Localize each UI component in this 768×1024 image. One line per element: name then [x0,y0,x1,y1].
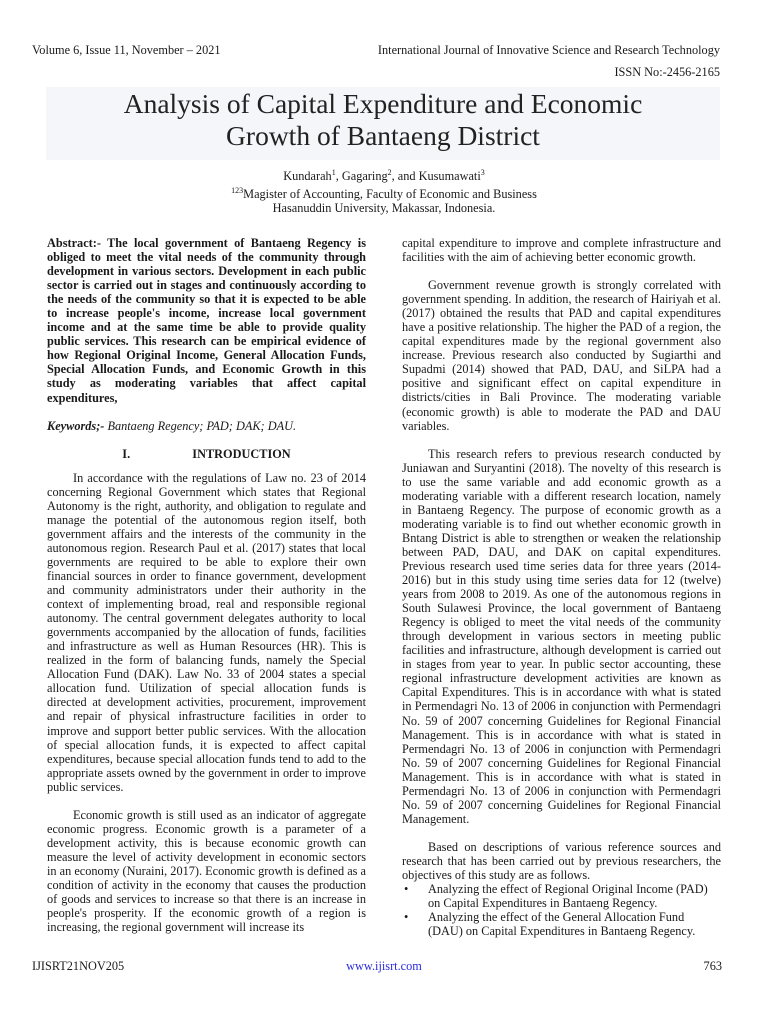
author-list [0,166,768,184]
paragraph: Economic growth is still used as an indicator of aggregate economic progress. Economic growth is a parameter of a development activity, this is because economic growth can measure the level of activity development in economic sectors in an economy (Nuraini, 2017). Economic growth is defined as a condition of activity in the economy that causes the production of goods and services to increase so that there is an increase in people's prosperity. If the economic growth of a region is increasing, the regional government will increase its [47,807,366,935]
website-link[interactable]: www.ijisrt.com [346,959,422,973]
title-line-1: Analysis of Capital Expenditure and Economic [123,88,643,119]
section-heading-introduction [47,447,366,461]
footer-website [0,959,768,974]
abstract: Abstract:- The local government of Bantaeng Regency is obliged to meet the vital needs of the community through development in various sectors. Development in each public sector is carried out in stages and continuously according to the needs of the community so that it is expected to be able to increase people's income, increase local government income and at the same time be able to provide quality public services. This research can be empirical evidence of how Regional Original Income, General Allocation Funds, Special Allocation Funds, and Economic Growth in this study as moderating variables that affect capital expenditures, [47,236,366,405]
paragraph: Government revenue growth is strongly correlated with government spending. In addition, the research of Hairiyah et al. (2017) obtained the results that PAD and capital expenditures have a positive relationship. The higher the PAD of a region, the capital expenditures made by the regional government also increase. Previous research also conducted by Sugiarthi and Supadmi (2014) showed that PAD, DAU, and SiLPA had a positive and significant effect on capital expenditure in districts/cities in Bali Province. The moderating variable (economic growth) is able to moderate the PAD and DAU variables. [402,278,721,433]
section-title: INTRODUCTION [192,446,291,461]
volume-info: Volume 6, Issue 11, November – 2021 [32,43,221,57]
author-name: Gagaring [341,169,388,184]
author-name: Kusumawati [418,169,481,184]
paragraph: capital expenditure to improve and complete infrastructure and facilities with the aim of achieving better economic growth. [402,236,721,265]
author-name: Kundarah [283,169,332,184]
issn: ISSN No:-2456-2165 [614,65,720,79]
right-column [402,236,721,938]
list-item-text: Analyzing the effect of the General Allocation Fund (DAU) on Capital Expenditures in Bantaeng Regency. [428,910,696,939]
objectives-list [402,882,721,938]
author-separator: , and [391,169,419,184]
author-separator: , [335,169,342,184]
author-block [0,166,768,216]
author-affil-mark: 3 [480,168,485,177]
bullet-icon: • [404,882,409,897]
affiliation-text: Magister of Accounting, Faculty of Economic and Business [243,186,537,201]
author-affil-mark: 2 [387,168,392,177]
paper-title [46,88,720,152]
keywords-label: Keywords;- [47,418,108,433]
affiliation-line-1 [0,184,768,202]
list-item [402,910,721,938]
section-number: I. [122,446,131,461]
bullet-icon: • [404,910,409,925]
paper-code: IJISRT21NOV205 [32,959,125,973]
list-item-text: Analyzing the effect of Regional Original Income (PAD) on Capital Expenditures in Bantaeng Regency. [428,882,708,911]
journal-name: International Journal of Innovative Science and Research Technology [377,43,720,57]
left-column [47,236,366,948]
affiliation-line-2: Hasanuddin University, Makassar, Indonesia. [272,201,496,216]
author-affil-mark: 1 [331,168,336,177]
keywords-text: Bantaeng Regency; PAD; DAK; DAU. [107,418,297,433]
list-item [402,882,721,910]
paragraph: This research refers to previous research conducted by Juniawan and Suryantini (2018). The novelty of this research is to use the same variable and add economic growth as a moderating variable with a different research location, namely in Bantaeng Regency. The purpose of economic growth as a moderating variable is to find out whether economic growth in Bntang District is able to strengthen or weaken the relationship between PAD, DAU, and DAK on capital expenditures. Previous research used time series data for three years (2014-2016) but in this study using time series data for 12 (twelve) years from 2008 to 2019. As one of the autonomous regions in South Sulawesi Province, the local government of Bantaeng Regency is obliged to meet the vital needs of the community through development in various sectors in meeting public facilities and infrastructure, although development is carried out in stages from year to year. In public sector accounting, these regional infrastructure development activities are known as Capital Expenditures. This is in accordance with what is stated in Permendagri No. 13 of 2006 in conjunction with Permendagri No. 59 of 2007 concerning Guidelines for Regional Financial Management. This is in accordance with what is stated in Permendagri No. 13 of 2006 in conjunction with Permendagri No. 59 of 2007 concerning Guidelines for Regional Financial Management. This is in accordance with what is stated in Permendagri No. 13 of 2006 in conjunction with Permendagri No. 59 of 2007 concerning Guidelines for Regional Financial Management. [402,446,721,826]
affiliation-mark: 123 [231,185,244,195]
paragraph: In accordance with the regulations of Law no. 23 of 2014 concerning Regional Government which states that Regional Autonomy is the right, authority, and obligation to regulate and manage the potential of the autonomous region itself, both government affairs and the interests of the community in the autonomous region. Research Paul et al. (2017) states that local governments are required to be able to explore their own financial sources in order to finance government, development and community administrators under their authority in the context of implementing broad, real and responsible regional autonomy. The central government delegates authority to local governments accompanied by the allocation of funds, facilities and infrastructure as well as Human Resources (HR). This is realized in the form of balancing funds, namely the Special Allocation Fund (DAK). Law No. 33 of 2004 states a special allocation fund. Utilization of special allocation funds is directed at development activities, procurement, improvement and repair of physical infrastructure facilities in order to improve and support better public services. With the allocation of special allocation funds, it is expected to affect capital expenditures, because special allocation funds tend to add to the appropriate assets owned by the government in order to improve public services. [47,470,366,794]
title-line-2: Growth of Bantaeng District [226,120,540,151]
keywords [47,419,366,433]
page-number: 763 [703,959,722,973]
paragraph: Based on descriptions of various reference sources and research that has been carried out by previous researchers, the objectives of this study are as follows. [402,839,721,882]
